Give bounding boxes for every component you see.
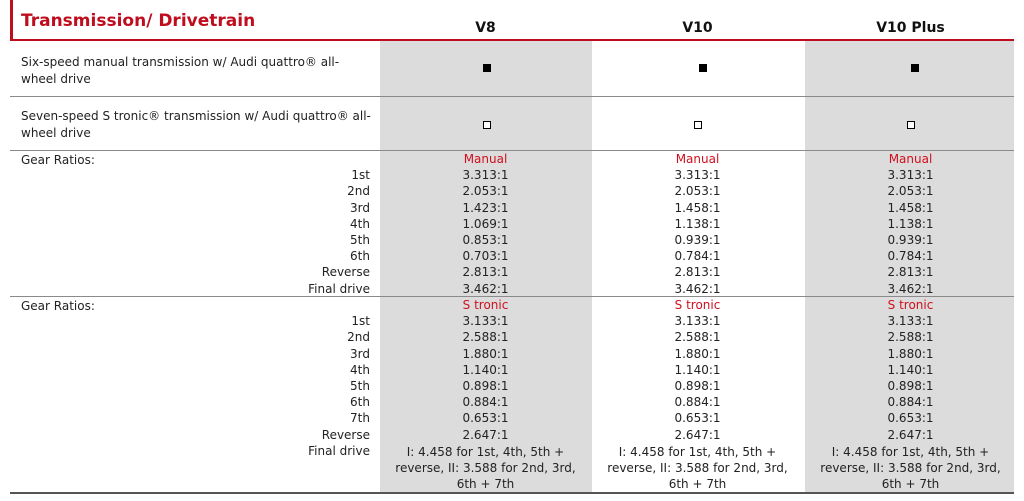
gear-ratio-value: 2.647:1 [674,427,721,442]
gear-ratio-value: 2.053:1 [887,184,934,199]
transmission-type-label: Manual [675,152,720,166]
gear-ratio-value: 1.423:1 [462,200,509,215]
gear-ratio-value: 2.588:1 [887,330,934,345]
gear-ratio-value: 2.813:1 [674,265,721,280]
gear-ratio-value: 3.313:1 [462,168,509,183]
gear-label: 3rd [350,346,370,361]
gear-label: 5th [350,233,370,247]
gear-ratio-value: 0.653:1 [887,411,934,426]
title-rule [10,39,1014,41]
gear-label: 7th [350,411,370,426]
gear-ratio-value: 3.462:1 [462,281,509,296]
gear-ratio-value: 0.884:1 [462,395,509,410]
transmission-type-label: S tronic [462,298,509,312]
feature-label-manual-trans: Six-speed manual transmission w/ Audi quattro® all-wheel drive [21,55,340,86]
gear-ratio-value: 0.898:1 [674,379,721,393]
gear-ratio-value: 2.588:1 [674,330,721,345]
gear-ratio-value: 1.458:1 [887,200,934,215]
gear-label: 5th [350,379,370,393]
gear-label: 6th [350,249,370,264]
gear-label: Final drive [308,443,370,458]
standard-square-icon [699,64,707,72]
gear-ratio-value: 3.313:1 [674,168,721,183]
standard-square-icon [911,64,919,72]
gear-ratio-value: 1.880:1 [462,346,509,361]
gear-ratio-value: 3.133:1 [674,314,721,329]
gear-ratio-value: 2.053:1 [462,184,509,199]
gear-ratio-value: 3.133:1 [887,314,934,329]
gear-label: 3rd [350,200,370,215]
optional-square-icon [694,121,702,129]
gear-ratio-value: 3.462:1 [674,281,721,296]
row-divider [10,150,1014,151]
final-drive-value: I: 4.458 for 1st, 4th, 5th + reverse, II: 3.588 for 2nd, 3rd, 6th + 7th [820,444,1001,491]
gear-ratio-value: 3.133:1 [462,314,509,329]
gear-ratio-value: 1.138:1 [887,216,934,231]
gear-ratio-value: 2.813:1 [462,265,509,280]
gear-ratio-value: 1.880:1 [674,346,721,361]
transmission-type-label: Manual [888,152,933,166]
transmission-type-label: Manual [463,152,508,166]
standard-square-icon [483,64,491,72]
column-header-v10-plus: V10 Plus [876,20,945,36]
gear-ratio-value: 0.898:1 [462,379,509,393]
gear-ratio-value: 0.884:1 [674,395,721,410]
gear-ratio-value: 1.138:1 [674,216,721,231]
gear-label: 4th [350,362,370,377]
gear-ratio-value: 2.647:1 [887,427,934,442]
feature-label-stronic-trans: Seven-speed S tronic® transmission w/ Audi quattro® all-wheel drive [21,109,371,140]
gear-ratio-value: 1.880:1 [887,346,934,361]
gear-ratios-label-stronic: Gear Ratios: [21,299,95,313]
column-header-v10: V10 [682,20,713,36]
gear-ratio-value: 0.653:1 [674,411,721,426]
gear-ratio-value: 2.647:1 [462,427,509,442]
gear-ratio-value: 0.784:1 [887,249,934,264]
gear-ratio-value: 0.703:1 [462,249,509,264]
gear-ratio-value: 0.939:1 [887,233,934,247]
gear-ratio-value: 1.140:1 [887,362,934,377]
final-drive-value: I: 4.458 for 1st, 4th, 5th + reverse, II: 3.588 for 2nd, 3rd, 6th + 7th [607,444,788,491]
gear-ratios-label-manual: Gear Ratios: [21,153,95,167]
transmission-type-label: S tronic [674,298,721,312]
gear-label: Final drive [308,281,370,296]
optional-square-icon [483,121,491,129]
gear-ratio-value: 0.898:1 [887,379,934,393]
gear-ratio-value: 0.884:1 [887,395,934,410]
gear-ratio-value: 0.853:1 [462,233,509,247]
gear-label: 6th [350,395,370,410]
gear-ratio-value: 0.939:1 [674,233,721,247]
gear-label: 1st [351,168,370,183]
row-divider [10,96,1014,97]
gear-label: Reverse [321,265,370,280]
gear-ratio-value: 2.588:1 [462,330,509,345]
gear-label: 1st [351,314,370,329]
optional-square-icon [907,121,915,129]
gear-label: 2nd [347,330,370,345]
row-divider [10,296,1014,297]
gear-label: Reverse [321,427,370,442]
gear-ratio-value: 1.458:1 [674,200,721,215]
title-accent-bar [10,0,13,40]
gear-label: 4th [350,216,370,231]
gear-ratio-value: 3.462:1 [887,281,934,296]
gear-label: 2nd [347,184,370,199]
table-bottom-rule [10,492,1014,494]
gear-ratio-value: 1.140:1 [462,362,509,377]
gear-ratio-value: 0.653:1 [462,411,509,426]
transmission-type-label: S tronic [887,298,934,312]
section-title: Transmission/ Drivetrain [21,11,256,31]
gear-ratio-value: 1.069:1 [462,216,509,231]
gear-ratio-value: 2.813:1 [887,265,934,280]
gear-ratio-value: 1.140:1 [674,362,721,377]
gear-ratio-value: 2.053:1 [674,184,721,199]
gear-ratio-value: 3.313:1 [887,168,934,183]
gear-ratio-value: 0.784:1 [674,249,721,264]
final-drive-value: I: 4.458 for 1st, 4th, 5th + reverse, II: 3.588 for 2nd, 3rd, 6th + 7th [395,444,576,491]
column-header-v8: V8 [475,20,496,36]
